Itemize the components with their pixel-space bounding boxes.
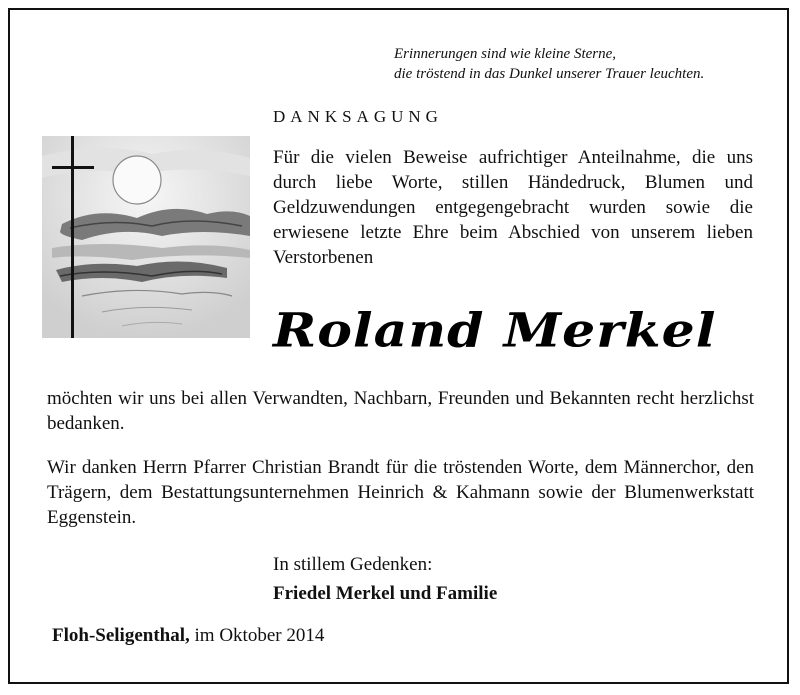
acknowledgment-paragraph: Wir danken Herrn Pfarrer Christian Brandt für die tröstenden Worte, dem Männerchor, den Trägern, dem Bestattungsunternehmen Heinrich & Kahmann sowie der Blumenwerkstatt Eggenstein. bbox=[47, 457, 754, 528]
quote-line-1: Erinnerungen sind wie kleine Sterne, bbox=[394, 46, 617, 62]
memorial-quote bbox=[394, 44, 764, 84]
place-date bbox=[52, 625, 324, 647]
cross-moon-landscape-icon bbox=[42, 136, 250, 338]
place-name: Floh-Seligenthal, bbox=[52, 625, 190, 646]
thanks-paragraph: möchten wir uns bei allen Verwandten, Nachbarn, Freunden und Bekannten recht herzlichst bedanken. bbox=[47, 388, 754, 434]
deceased-name: Roland Merkel bbox=[273, 303, 717, 358]
intro-text: Für die vielen Beweise aufrichtiger Anteilnahme, die uns durch liebe Worte, stillen Händedruck, Blumen und Geldzuwendungen entgegengebracht wurden sowie die erwiesene letzte Ehre beim Abschied von unserem lieben Verstorbenen bbox=[273, 147, 753, 268]
quote-line-2: die tröstend in das Dunkel unserer Trauer leuchten. bbox=[394, 66, 705, 82]
notice-heading: DANKSAGUNG bbox=[273, 107, 443, 126]
date-text: im Oktober 2014 bbox=[194, 625, 325, 646]
signature: Friedel Merkel und Familie bbox=[273, 583, 498, 604]
closing-line: In stillem Gedenken: bbox=[273, 554, 433, 575]
